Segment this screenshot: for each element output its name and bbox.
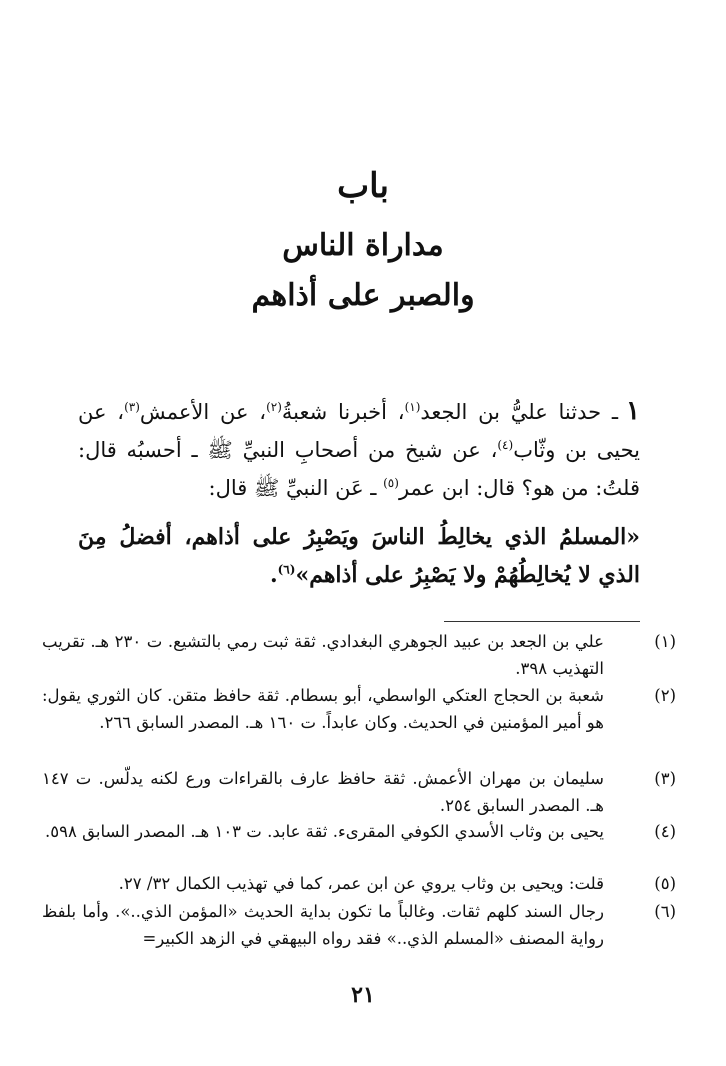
- isnad-text-4: ، عن يحيى بن وثّاب: [78, 400, 640, 462]
- footnote-ref-6[interactable]: (٦): [277, 562, 296, 577]
- footnote-number: (٦): [654, 902, 676, 921]
- footnote-separator: [444, 621, 640, 622]
- footnote-number: (٤): [654, 822, 676, 841]
- footnote-number: (١): [654, 632, 676, 651]
- matn-text: «المسلمُ الذي يخالِطُ الناسَ ويَصْبِرُ على أذاهم، أفضلُ مِنَ الذي لا يُخالِطُهُمْ ولا يَصْبِرُ على أذاهم»: [78, 524, 640, 588]
- footnote-ref-2[interactable]: (٢): [266, 400, 282, 414]
- isnad-text-6: ـ عَن النبيِّ ﷺ قال:: [208, 476, 384, 500]
- footnote-number: (٥): [654, 874, 676, 893]
- footnote-number: (٣): [654, 769, 676, 788]
- footnote-6: [42, 898, 676, 952]
- footnote-4: [42, 818, 676, 845]
- footnote-2: [42, 682, 676, 736]
- footnote-1: [42, 628, 676, 682]
- footnote-number: (٢): [654, 686, 676, 705]
- footnote-text: علي بن الجعد بن عبيد الجوهري البغدادي. ثقة ثبت رمي بالتشيع. ت ٢٣٠ هـ. تقريب التهذيب ٣٩٨.: [42, 632, 604, 678]
- hadith-isnad: [78, 392, 640, 507]
- footnote-ref-5[interactable]: (٥): [383, 476, 399, 490]
- isnad-text-5: ، عن شيخ من أصحابِ النبيِّ ﷺ ـ أحسبُه قال: قلتُ: من هو؟ قال: ابن عمر: [78, 438, 640, 500]
- footnote-ref-1[interactable]: (١): [404, 400, 421, 414]
- chapter-heading: باب: [337, 166, 389, 206]
- isnad-text-2: ، أخبرنا شعبةُ: [281, 400, 405, 424]
- footnote-5: [42, 870, 676, 897]
- matn-end: .: [269, 562, 278, 588]
- page-number: ٢١: [351, 982, 375, 1008]
- chapter-title-line-2: والصبر على أذاهم: [251, 278, 475, 313]
- isnad-text-1: ـ حدثنا عليُّ بن الجعد: [420, 400, 619, 424]
- chapter-title-line-1: مداراة الناس: [282, 228, 444, 263]
- footnote-text: شعبة بن الحجاج العتكي الواسطي، أبو بسطام. ثقة حافظ متقن. كان الثوري يقول: هو أمير المؤمنين في الحديث. وكان عابداً. ت ١٦٠ هـ. المصدر السابق ٢٦٦.: [42, 686, 604, 732]
- footnote-ref-3[interactable]: (٣): [124, 400, 140, 414]
- footnote-text: رجال السند كلهم ثقات. وغالباً ما تكون بداية الحديث «المؤمن الذي..». وأما بلفظ رواية المصنف «المسلم الذي..» فقد رواه البيهقي في الزهد الكبير=: [42, 902, 604, 948]
- footnote-text: يحيى بن وثاب الأسدي الكوفي المقرىء. ثقة عابد. ت ١٠٣ هـ. المصدر السابق ٥٩٨.: [45, 822, 604, 841]
- footnote-text: قلت: ويحيى بن وثاب يروي عن ابن عمر، كما في تهذيب الكمال ٣٢/ ٢٧.: [118, 874, 604, 893]
- hadith-number: ١: [626, 396, 641, 426]
- footnote-3: [42, 765, 676, 819]
- hadith-matn: [78, 518, 640, 594]
- footnote-text: سليمان بن مهران الأعمش. ثقة حافظ عارف بالقراءات ورع لكنه يدلّس. ت ١٤٧ هـ. المصدر السابق ٢٥٤.: [42, 769, 604, 815]
- footnote-ref-4[interactable]: (٤): [497, 438, 514, 452]
- isnad-text-3: ، عن الأعمش: [139, 400, 267, 424]
